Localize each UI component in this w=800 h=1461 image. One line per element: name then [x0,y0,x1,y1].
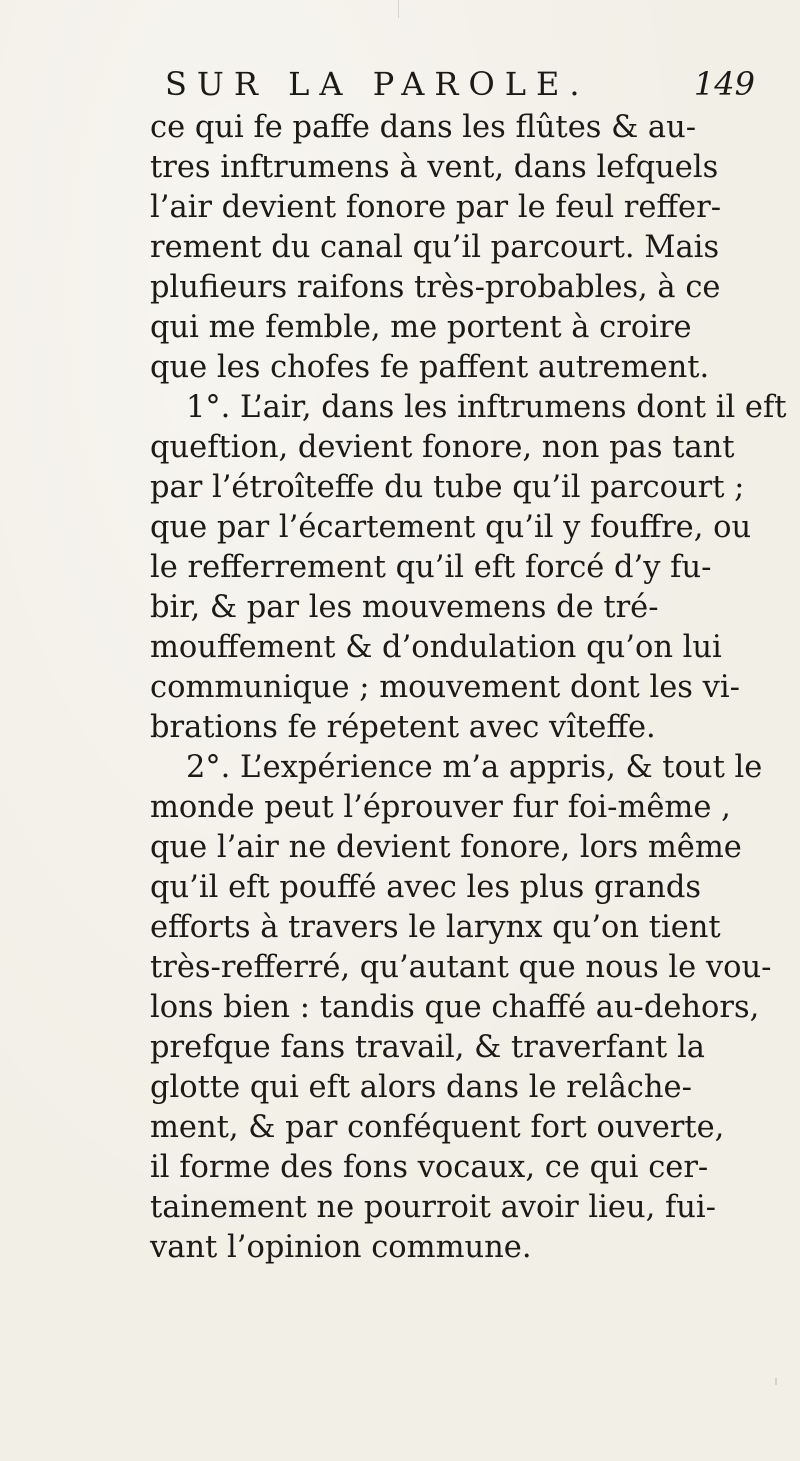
text-line: que par l’écartement qu’il y fouffre, ou [150,510,752,545]
text-line: 1°. L’air, dans les inftrumens dont il eft [186,390,787,425]
scan-artifact-top [398,0,399,18]
text-line: ce qui fe paffe dans les flûtes & au- [150,110,697,145]
text-line: 2°. L’expérience m’a appris, & tout le [186,750,763,785]
text-line: que les chofes fe paffent autrement. [150,350,710,385]
text-line: rement du canal qu’il parcourt. Mais [150,230,720,265]
text-line: tres inftrumens à vent, dans lefquels [150,150,719,185]
text-line: vant l’opinion commune. [150,1230,532,1265]
text-line: glotte qui eft alors dans le relâche- [150,1070,692,1105]
text-line: prefque fans travail, & traverfant la [150,1030,705,1065]
running-head: SUR LA PAROLE. [165,65,590,103]
text-line: efforts à travers le larynx qu’on tient [150,910,721,945]
text-line: qui me femble, me portent à croire [150,310,692,345]
text-line: lons bien : tandis que chaffé au-dehors, [150,990,760,1025]
text-line: l’air devient fonore par le feul reffer- [150,190,721,225]
scan-artifact-bottom [775,1378,777,1385]
text-line: queftion, devient fonore, non pas tant [150,430,735,465]
text-line: mouffement & d’ondulation qu’on lui [150,630,722,665]
text-line: monde peut l’éprouver fur foi-même , [150,790,731,825]
text-line: ment, & par conféquent fort ouverte, [150,1110,725,1145]
page-number: 149 [693,65,755,103]
text-line: le refferrement qu’il eft forcé d’y fu- [150,550,712,585]
text-line: tainement ne pourroit avoir lieu, fui- [150,1190,716,1225]
text-line: qu’il eft pouffé avec les plus grands [150,870,702,905]
text-line: que l’air ne devient fonore, lors même [150,830,742,865]
text-line: très-refferré, qu’autant que nous le vou- [150,950,772,985]
page-header [165,62,755,106]
text-line: il forme des fons vocaux, ce qui cer- [150,1150,709,1185]
text-line: par l’étroîteffe du tube qu’il parcourt ; [150,470,745,505]
text-line: bir, & par les mouvemens de tré- [150,590,659,625]
text-line: plufieurs raifons très-probables, à ce [150,270,721,305]
text-line: communique ; mouvement dont les vi- [150,670,740,705]
body-text [150,108,787,1268]
text-line: brations fe répetent avec vîteffe. [150,710,656,745]
